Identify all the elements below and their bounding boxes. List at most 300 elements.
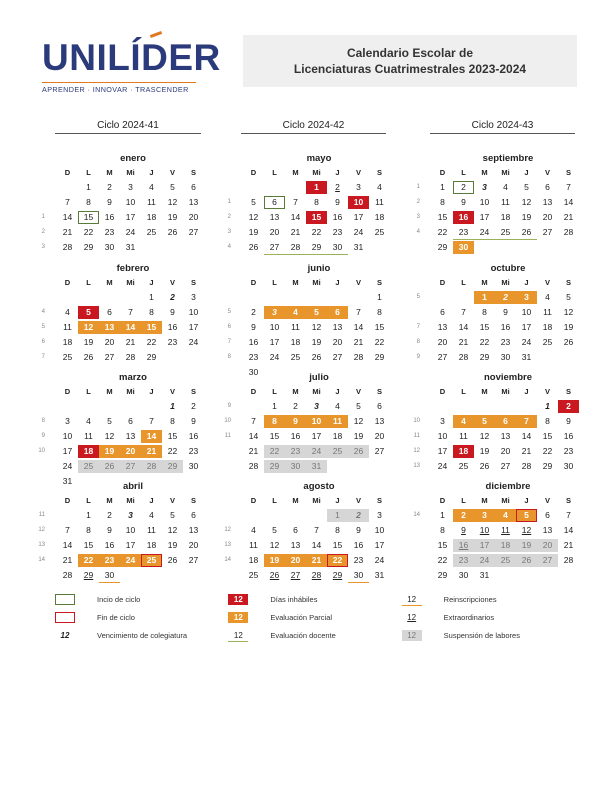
legend-label: Evaluación docente xyxy=(270,630,336,640)
week-row xyxy=(38,523,209,538)
week-row xyxy=(243,508,395,523)
week-number: 7 xyxy=(416,324,420,330)
weekday-label: S xyxy=(565,278,571,287)
weekday-label: J xyxy=(524,168,529,177)
day-cell: 2 xyxy=(107,510,112,520)
day-cell: 5 xyxy=(251,197,256,207)
day-cell: 8 xyxy=(440,197,445,207)
weekday-label: V xyxy=(544,387,550,396)
day-cell: 28 xyxy=(62,242,73,252)
week-row xyxy=(41,305,209,320)
day-cell: 26 xyxy=(83,352,94,362)
day-cell: 13 xyxy=(99,321,120,334)
day-cell: 20 xyxy=(500,446,511,456)
day-cell: 3 xyxy=(356,182,361,192)
week-number: 4 xyxy=(227,244,231,250)
cycle-heading: Ciclo 2024-41 xyxy=(55,120,201,134)
week-row xyxy=(432,240,584,255)
day-cell: 15 xyxy=(83,540,94,550)
month-septiembre xyxy=(416,152,584,255)
week-row xyxy=(224,538,395,553)
legend-label: Incio de ciclo xyxy=(97,594,141,604)
day-cell: 25 xyxy=(458,461,469,471)
day-cell: 21 xyxy=(290,227,301,237)
day-cell: 14 xyxy=(248,431,259,441)
week-number: 5 xyxy=(227,309,231,315)
day-cell: 30 xyxy=(458,570,469,580)
empty-day xyxy=(348,291,369,304)
legend-label: Fin de ciclo xyxy=(97,612,135,622)
day-cell: 7 xyxy=(461,307,466,317)
week-row xyxy=(413,429,584,444)
empty-day xyxy=(78,400,99,413)
empty-day xyxy=(432,291,453,304)
legend-label: Suspensión de labores xyxy=(443,630,520,640)
legend-item xyxy=(228,593,401,605)
day-cell: 26 xyxy=(479,461,490,471)
day-cell: 15 xyxy=(479,322,490,332)
week-number: 11 xyxy=(413,433,420,439)
weekday-label: S xyxy=(565,496,571,505)
weekday-header xyxy=(243,275,395,290)
week-row xyxy=(227,399,395,414)
day-cell: 27 xyxy=(500,461,511,471)
day-cell: 14 xyxy=(353,322,364,332)
month-name: mayo xyxy=(306,153,332,164)
legend-item xyxy=(402,611,575,623)
day-cell: 5 xyxy=(524,182,529,192)
week-row xyxy=(227,320,395,335)
week-number: 13 xyxy=(38,542,45,548)
month-name: diciembre xyxy=(485,481,531,492)
day-cell: 23 xyxy=(453,554,474,567)
day-cell: 22 xyxy=(78,554,99,567)
day-cell: 2 xyxy=(453,181,474,194)
legend-item xyxy=(402,629,575,641)
day-cell: 8 xyxy=(482,307,487,317)
day-cell: 22 xyxy=(479,337,490,347)
day-cell: 9 xyxy=(566,416,571,426)
day-cell: 19 xyxy=(167,540,178,550)
day-cell: 16 xyxy=(353,540,364,550)
week-number: 14 xyxy=(224,557,231,563)
day-cell: 15 xyxy=(332,540,343,550)
day-cell: 15 xyxy=(542,431,553,441)
week-number: 1 xyxy=(416,184,420,190)
weekday-label: Mi xyxy=(312,168,321,177)
weekday-label: V xyxy=(355,278,361,287)
month-name: marzo xyxy=(119,372,147,383)
week-row xyxy=(57,180,209,195)
day-cell: 4 xyxy=(495,509,516,522)
weekday-label: V xyxy=(169,496,175,505)
day-cell: 3 xyxy=(482,182,487,192)
day-cell: 18 xyxy=(78,445,99,458)
week-row xyxy=(416,290,584,305)
day-cell: 31 xyxy=(374,570,385,580)
week-number: 5 xyxy=(416,294,420,300)
day-cell: 8 xyxy=(86,197,91,207)
day-cell: 28 xyxy=(458,352,469,362)
day-cell: 17 xyxy=(437,446,448,456)
week-row xyxy=(41,320,209,335)
day-cell: 27 xyxy=(542,227,553,237)
week-row xyxy=(41,210,209,225)
day-cell: 21 xyxy=(458,337,469,347)
day-cell: 1 xyxy=(327,509,348,522)
week-number: 11 xyxy=(38,512,45,518)
empty-day xyxy=(285,181,306,194)
day-cell: 29 xyxy=(332,570,343,580)
week-row xyxy=(224,429,395,444)
weekday-label: J xyxy=(524,278,529,287)
legend-swatch: 12 xyxy=(407,613,417,622)
day-cell: 4 xyxy=(251,525,256,535)
day-cell: 2 xyxy=(293,401,298,411)
day-cell: 28 xyxy=(285,241,306,254)
empty-day xyxy=(57,400,78,413)
week-row xyxy=(224,553,395,568)
week-row xyxy=(41,240,209,255)
day-cell: 23 xyxy=(285,445,306,458)
day-cell: 18 xyxy=(374,212,385,222)
day-cell: 16 xyxy=(500,322,511,332)
empty-day xyxy=(432,400,453,413)
weekday-label: Mi xyxy=(501,168,510,177)
empty-day xyxy=(243,400,264,413)
day-cell: 23 xyxy=(453,226,474,239)
weekday-label: L xyxy=(272,387,277,396)
day-cell: 5 xyxy=(356,401,361,411)
day-cell: 2 xyxy=(495,291,516,304)
day-cell: 28 xyxy=(62,570,73,580)
day-cell: 17 xyxy=(125,212,136,222)
day-cell: 30 xyxy=(348,569,369,582)
day-cell: 12 xyxy=(167,197,178,207)
week-number: 7 xyxy=(227,339,231,345)
day-cell: 28 xyxy=(521,461,532,471)
day-cell: 9 xyxy=(461,525,466,535)
day-cell: 27 xyxy=(120,460,141,473)
day-cell: 9 xyxy=(356,525,361,535)
day-cell: 16 xyxy=(167,322,178,332)
day-cell: 24 xyxy=(125,227,136,237)
day-cell: 6 xyxy=(107,307,112,317)
day-cell: 2 xyxy=(348,509,369,522)
day-cell: 14 xyxy=(311,540,322,550)
week-row xyxy=(243,290,395,305)
week-row xyxy=(243,459,395,474)
day-cell: 26 xyxy=(516,554,537,567)
day-cell: 16 xyxy=(290,431,301,441)
day-cell: 17 xyxy=(269,337,280,347)
week-row xyxy=(41,225,209,240)
day-cell: 6 xyxy=(440,307,445,317)
empty-day xyxy=(453,400,474,413)
day-cell: 29 xyxy=(162,460,183,473)
day-cell: 8 xyxy=(377,307,382,317)
day-cell: 24 xyxy=(374,555,385,565)
weekday-label: M xyxy=(292,387,299,396)
week-number: 8 xyxy=(227,354,231,360)
day-cell: 13 xyxy=(500,431,511,441)
day-cell: 1 xyxy=(170,401,175,411)
day-cell: 21 xyxy=(62,555,73,565)
weekday-label: S xyxy=(376,496,382,505)
legend-swatch xyxy=(55,612,75,623)
day-cell: 30 xyxy=(188,461,199,471)
day-cell: 25 xyxy=(141,554,162,567)
day-cell: 12 xyxy=(479,431,490,441)
day-cell: 8 xyxy=(314,197,319,207)
logo-wordmark: UNILÍDER xyxy=(42,37,221,78)
day-cell: 9 xyxy=(461,197,466,207)
day-cell: 10 xyxy=(479,197,490,207)
weekday-label: S xyxy=(565,387,571,396)
empty-day xyxy=(243,181,264,194)
week-row xyxy=(57,568,209,583)
week-number: 9 xyxy=(416,354,420,360)
day-cell: 5 xyxy=(170,510,175,520)
day-cell: 3 xyxy=(440,416,445,426)
day-cell: 29 xyxy=(479,352,490,362)
day-cell: 25 xyxy=(327,445,348,458)
day-cell: 11 xyxy=(84,431,93,441)
day-cell: 20 xyxy=(188,540,199,550)
month-enero xyxy=(41,152,209,255)
weekday-label: V xyxy=(544,168,550,177)
day-cell: 17 xyxy=(479,212,490,222)
weekday-label: V xyxy=(355,496,361,505)
day-cell: 19 xyxy=(563,322,574,332)
day-cell: 13 xyxy=(269,212,280,222)
day-cell: 4 xyxy=(503,182,508,192)
week-row xyxy=(38,553,209,568)
legend-label: Días inhábiles xyxy=(270,594,318,604)
week-number: 12 xyxy=(224,527,231,533)
week-number: 3 xyxy=(227,229,231,235)
week-row xyxy=(57,195,209,210)
day-cell: 24 xyxy=(521,337,532,347)
weekday-label: S xyxy=(376,387,382,396)
day-cell: 31 xyxy=(62,476,73,486)
weekday-label: M xyxy=(292,278,299,287)
empty-day xyxy=(306,509,327,522)
day-cell: 10 xyxy=(62,431,73,441)
day-cell: 27 xyxy=(188,555,199,565)
weekday-label: M xyxy=(481,278,488,287)
day-cell: 30 xyxy=(104,242,115,252)
legend-item xyxy=(228,629,401,641)
week-number: 4 xyxy=(41,309,45,315)
weekday-label: L xyxy=(86,278,91,287)
day-cell: 5 xyxy=(272,525,277,535)
day-cell: 1 xyxy=(86,510,91,520)
day-cell: 24 xyxy=(269,352,280,362)
day-cell: 13 xyxy=(542,525,553,535)
weekday-label: J xyxy=(524,496,529,505)
day-cell: 15 xyxy=(437,540,448,550)
day-cell: 19 xyxy=(353,431,364,441)
day-cell: 4 xyxy=(285,306,306,319)
week-row xyxy=(432,399,584,414)
day-cell: 4 xyxy=(86,416,91,426)
week-row xyxy=(416,210,584,225)
day-cell: 2 xyxy=(170,292,175,302)
day-cell: 16 xyxy=(104,212,115,222)
weekday-header xyxy=(432,275,584,290)
day-cell: 19 xyxy=(516,539,537,552)
day-cell: 29 xyxy=(83,242,94,252)
day-cell: 11 xyxy=(249,540,258,550)
day-cell: 9 xyxy=(170,307,175,317)
day-cell: 11 xyxy=(459,431,468,441)
day-cell: 10 xyxy=(374,525,385,535)
weekday-header xyxy=(243,493,395,508)
day-cell: 8 xyxy=(86,525,91,535)
month-diciembre xyxy=(413,480,584,583)
weekday-label: Mi xyxy=(126,278,135,287)
day-cell: 5 xyxy=(474,415,495,428)
weekday-label: D xyxy=(439,168,446,177)
day-cell: 19 xyxy=(264,554,285,567)
empty-day xyxy=(141,400,162,413)
weekday-header xyxy=(57,275,209,290)
day-cell: 19 xyxy=(521,212,532,222)
day-cell: 15 xyxy=(374,322,385,332)
day-cell: 19 xyxy=(311,337,322,347)
day-cell: 8 xyxy=(170,416,175,426)
day-cell: 9 xyxy=(285,415,306,428)
day-cell: 1 xyxy=(86,182,91,192)
weekday-label: D xyxy=(64,496,71,505)
day-cell: 17 xyxy=(374,540,385,550)
empty-day xyxy=(474,400,495,413)
day-cell: 20 xyxy=(104,337,115,347)
day-cell: 19 xyxy=(167,212,178,222)
day-cell: 24 xyxy=(306,445,327,458)
day-cell: 25 xyxy=(62,352,73,362)
day-cell: 29 xyxy=(264,460,285,473)
weekday-label: V xyxy=(355,168,361,177)
weekday-label: Mi xyxy=(126,168,135,177)
week-row xyxy=(416,320,584,335)
weekday-header xyxy=(57,493,209,508)
day-cell: 31 xyxy=(479,570,490,580)
week-number: 12 xyxy=(38,527,45,533)
weekday-label: D xyxy=(439,387,446,396)
day-cell: 27 xyxy=(264,241,285,254)
week-row xyxy=(432,568,584,583)
day-cell: 16 xyxy=(563,431,574,441)
day-cell: 18 xyxy=(542,322,553,332)
legend-label: Evaluación Parcial xyxy=(270,612,333,622)
day-cell: 14 xyxy=(521,431,532,441)
day-cell: 31 xyxy=(353,242,364,252)
weekday-label: V xyxy=(169,278,175,287)
day-cell: 23 xyxy=(167,337,178,347)
weekday-label: L xyxy=(272,168,277,177)
day-cell: 8 xyxy=(440,525,445,535)
month-mayo xyxy=(227,152,395,255)
week-row xyxy=(416,180,584,195)
day-cell: 16 xyxy=(453,539,474,552)
week-number: 2 xyxy=(41,229,45,235)
weekday-label: V xyxy=(544,278,550,287)
day-cell: 8 xyxy=(335,525,340,535)
day-cell: 12 xyxy=(311,322,322,332)
day-cell: 28 xyxy=(563,555,574,565)
day-cell: 3 xyxy=(128,182,133,192)
empty-day xyxy=(57,291,78,304)
empty-day xyxy=(285,291,306,304)
weekday-label: J xyxy=(149,168,154,177)
day-cell: 18 xyxy=(500,212,511,222)
day-cell: 10 xyxy=(188,307,199,317)
day-cell: 23 xyxy=(563,446,574,456)
day-cell: 22 xyxy=(146,337,157,347)
weekday-label: Mi xyxy=(126,496,135,505)
legend-item xyxy=(55,629,228,641)
month-name: abril xyxy=(122,481,144,492)
day-cell: 9 xyxy=(107,197,112,207)
week-row xyxy=(413,459,584,474)
weekday-label: J xyxy=(149,496,154,505)
day-cell: 14 xyxy=(120,321,141,334)
day-cell: 15 xyxy=(306,211,327,224)
weekday-label: J xyxy=(335,278,340,287)
weekday-label: Mi xyxy=(501,278,510,287)
day-cell: 1 xyxy=(149,292,154,302)
day-cell: 9 xyxy=(335,197,340,207)
day-cell: 25 xyxy=(146,227,157,237)
day-cell: 2 xyxy=(251,307,256,317)
month-abril xyxy=(38,480,209,583)
day-cell: 9 xyxy=(251,322,256,332)
day-cell: 6 xyxy=(495,415,516,428)
weekday-header xyxy=(57,165,209,180)
calendar-title-box xyxy=(243,35,577,87)
week-row xyxy=(41,429,209,444)
day-cell: 7 xyxy=(128,307,133,317)
legend-swatch: 12 xyxy=(60,631,70,640)
day-cell: 7 xyxy=(314,525,319,535)
week-number: 14 xyxy=(38,557,45,563)
day-cell: 2 xyxy=(453,509,474,522)
day-cell: 13 xyxy=(188,525,199,535)
day-cell: 20 xyxy=(537,539,558,552)
weekday-header xyxy=(432,165,584,180)
unilider-logo xyxy=(42,37,221,94)
month-febrero xyxy=(41,262,209,365)
day-cell: 25 xyxy=(542,337,553,347)
week-row xyxy=(413,508,584,523)
day-cell: 1 xyxy=(272,401,277,411)
weekday-label: S xyxy=(565,168,571,177)
empty-day xyxy=(285,509,306,522)
weekday-label: L xyxy=(461,387,466,396)
day-cell: 16 xyxy=(188,431,199,441)
day-cell: 13 xyxy=(125,431,136,441)
day-cell: 11 xyxy=(63,322,72,332)
day-cell: 6 xyxy=(191,182,196,192)
day-cell: 17 xyxy=(521,322,532,332)
week-number: 2 xyxy=(227,214,231,220)
day-cell: 21 xyxy=(563,540,574,550)
day-cell: 22 xyxy=(374,337,385,347)
day-cell: 31 xyxy=(521,352,532,362)
day-cell: 13 xyxy=(188,197,199,207)
